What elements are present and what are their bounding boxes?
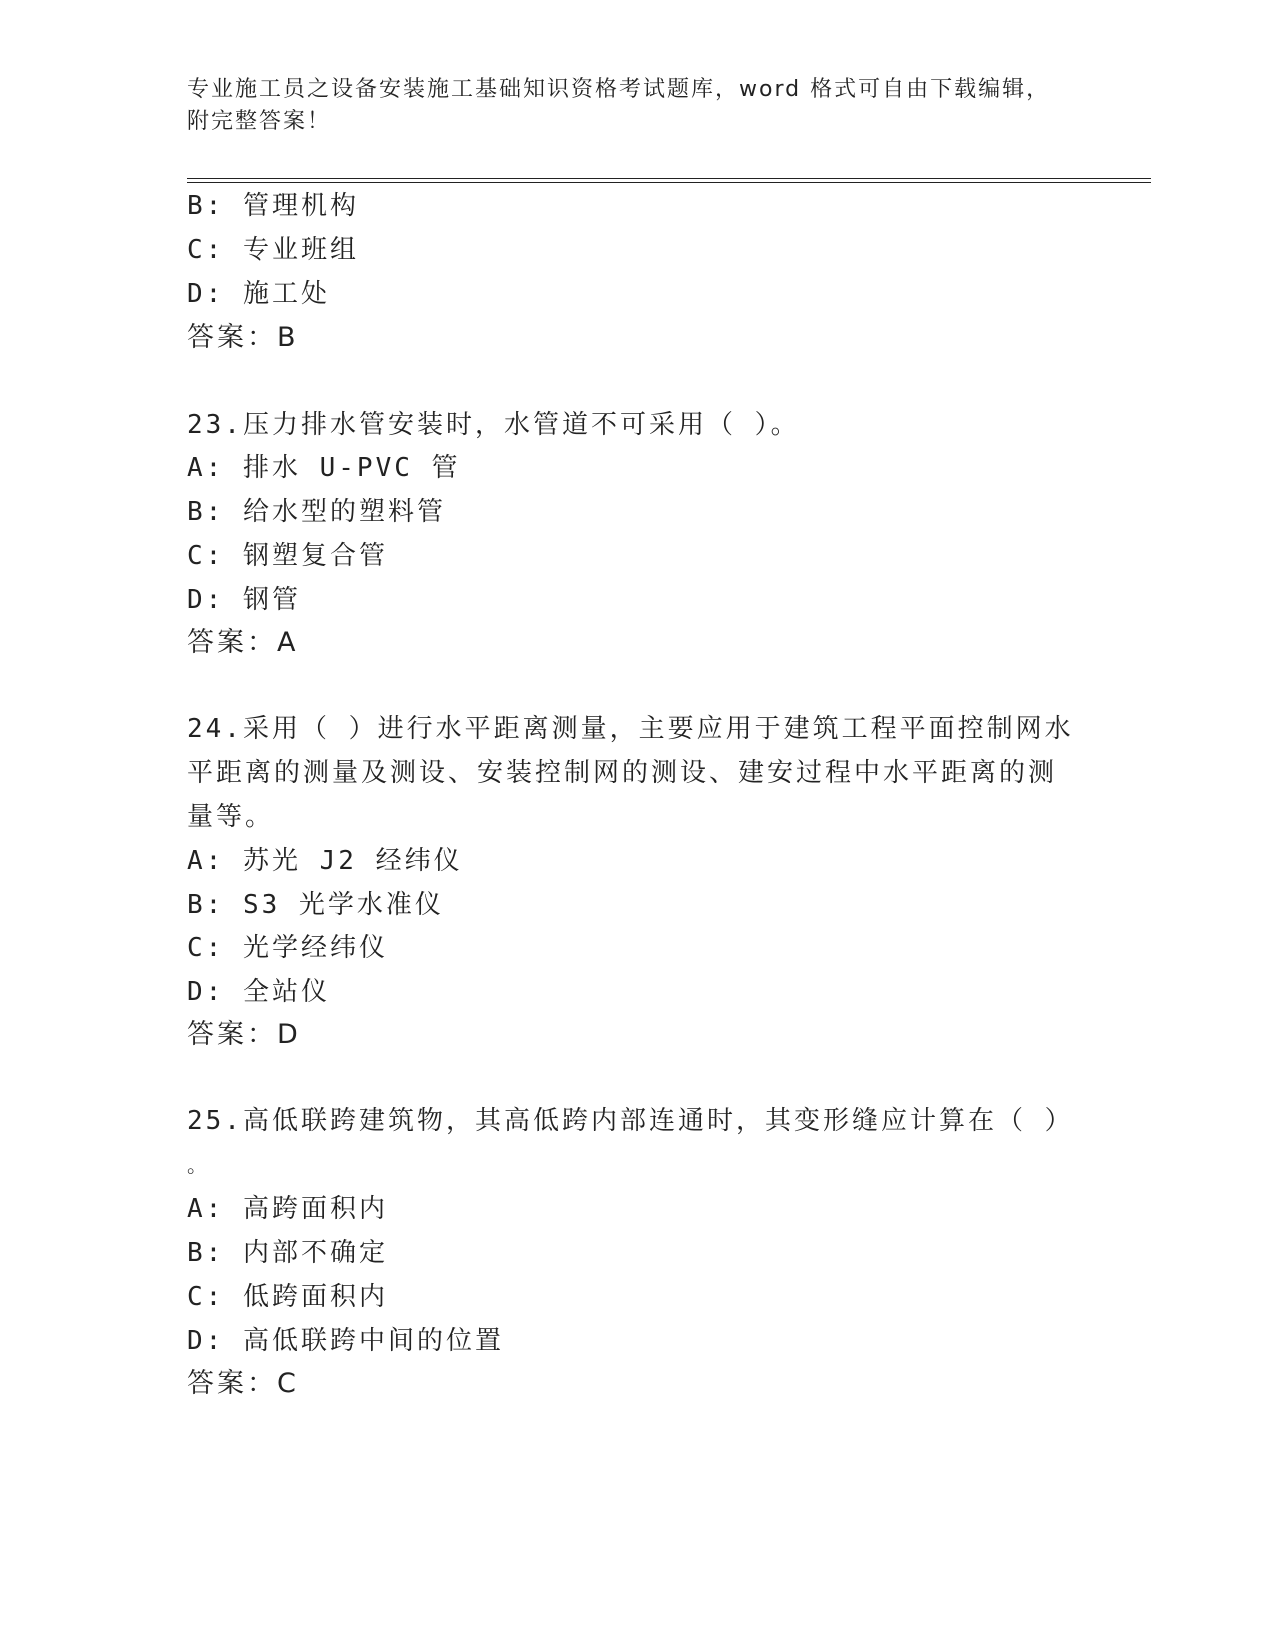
header-line-1: 专业施工员之设备安装施工基础知识资格考试题库，word 格式可自由下载编辑， xyxy=(187,77,1051,102)
q23-question: 23.压力排水管安装时，水管道不可采用（ ）。 xyxy=(187,410,800,440)
q24-question-line-3: 量等。 xyxy=(187,802,275,832)
q24-answer: 答案：D xyxy=(187,1019,301,1050)
q23-answer: 答案：A xyxy=(187,627,299,658)
header-line-2: 附完整答案！ xyxy=(187,109,332,134)
q22-option-d: D: 施工处 xyxy=(187,279,330,309)
q25-question-line-2: 。 xyxy=(187,1153,210,1177)
header-rule-top xyxy=(187,178,1151,179)
q22-answer: 答案：B xyxy=(187,322,299,353)
q24-option-c: C: 光学经纬仪 xyxy=(187,933,388,963)
q23-option-c: C: 钢塑复合管 xyxy=(187,541,388,571)
q23-option-b: B: 给水型的塑料管 xyxy=(187,497,446,527)
q25-question-line-1: 25.高低联跨建筑物，其高低跨内部连通时，其变形缝应计算在（ ） xyxy=(187,1106,1074,1136)
q25-option-b: B: 内部不确定 xyxy=(187,1238,388,1268)
q23-option-d: D: 钢管 xyxy=(187,585,301,615)
q22-option-b: B: 管理机构 xyxy=(187,191,359,221)
q24-question-line-1: 24.采用（ ）进行水平距离测量，主要应用于建筑工程平面控制网水 xyxy=(187,714,1074,744)
q25-option-a: A: 高跨面积内 xyxy=(187,1194,388,1224)
q25-answer: 答案：C xyxy=(187,1368,299,1399)
q24-question-line-2: 平距离的测量及测设、安装控制网的测设、建安过程中水平距离的测 xyxy=(187,758,1058,788)
q23-option-a: A: 排水 U-PVC 管 xyxy=(187,453,461,483)
q24-option-d: D: 全站仪 xyxy=(187,977,330,1007)
q22-option-c: C: 专业班组 xyxy=(187,235,359,265)
q25-option-c: C: 低跨面积内 xyxy=(187,1282,388,1312)
q24-option-a: A: 苏光 J2 经纬仪 xyxy=(187,846,463,876)
header-rule-bottom xyxy=(187,182,1151,183)
q25-option-d: D: 高低联跨中间的位置 xyxy=(187,1326,504,1356)
document-header xyxy=(187,74,1067,138)
q24-option-b: B: S3 光学水准仪 xyxy=(187,890,444,920)
